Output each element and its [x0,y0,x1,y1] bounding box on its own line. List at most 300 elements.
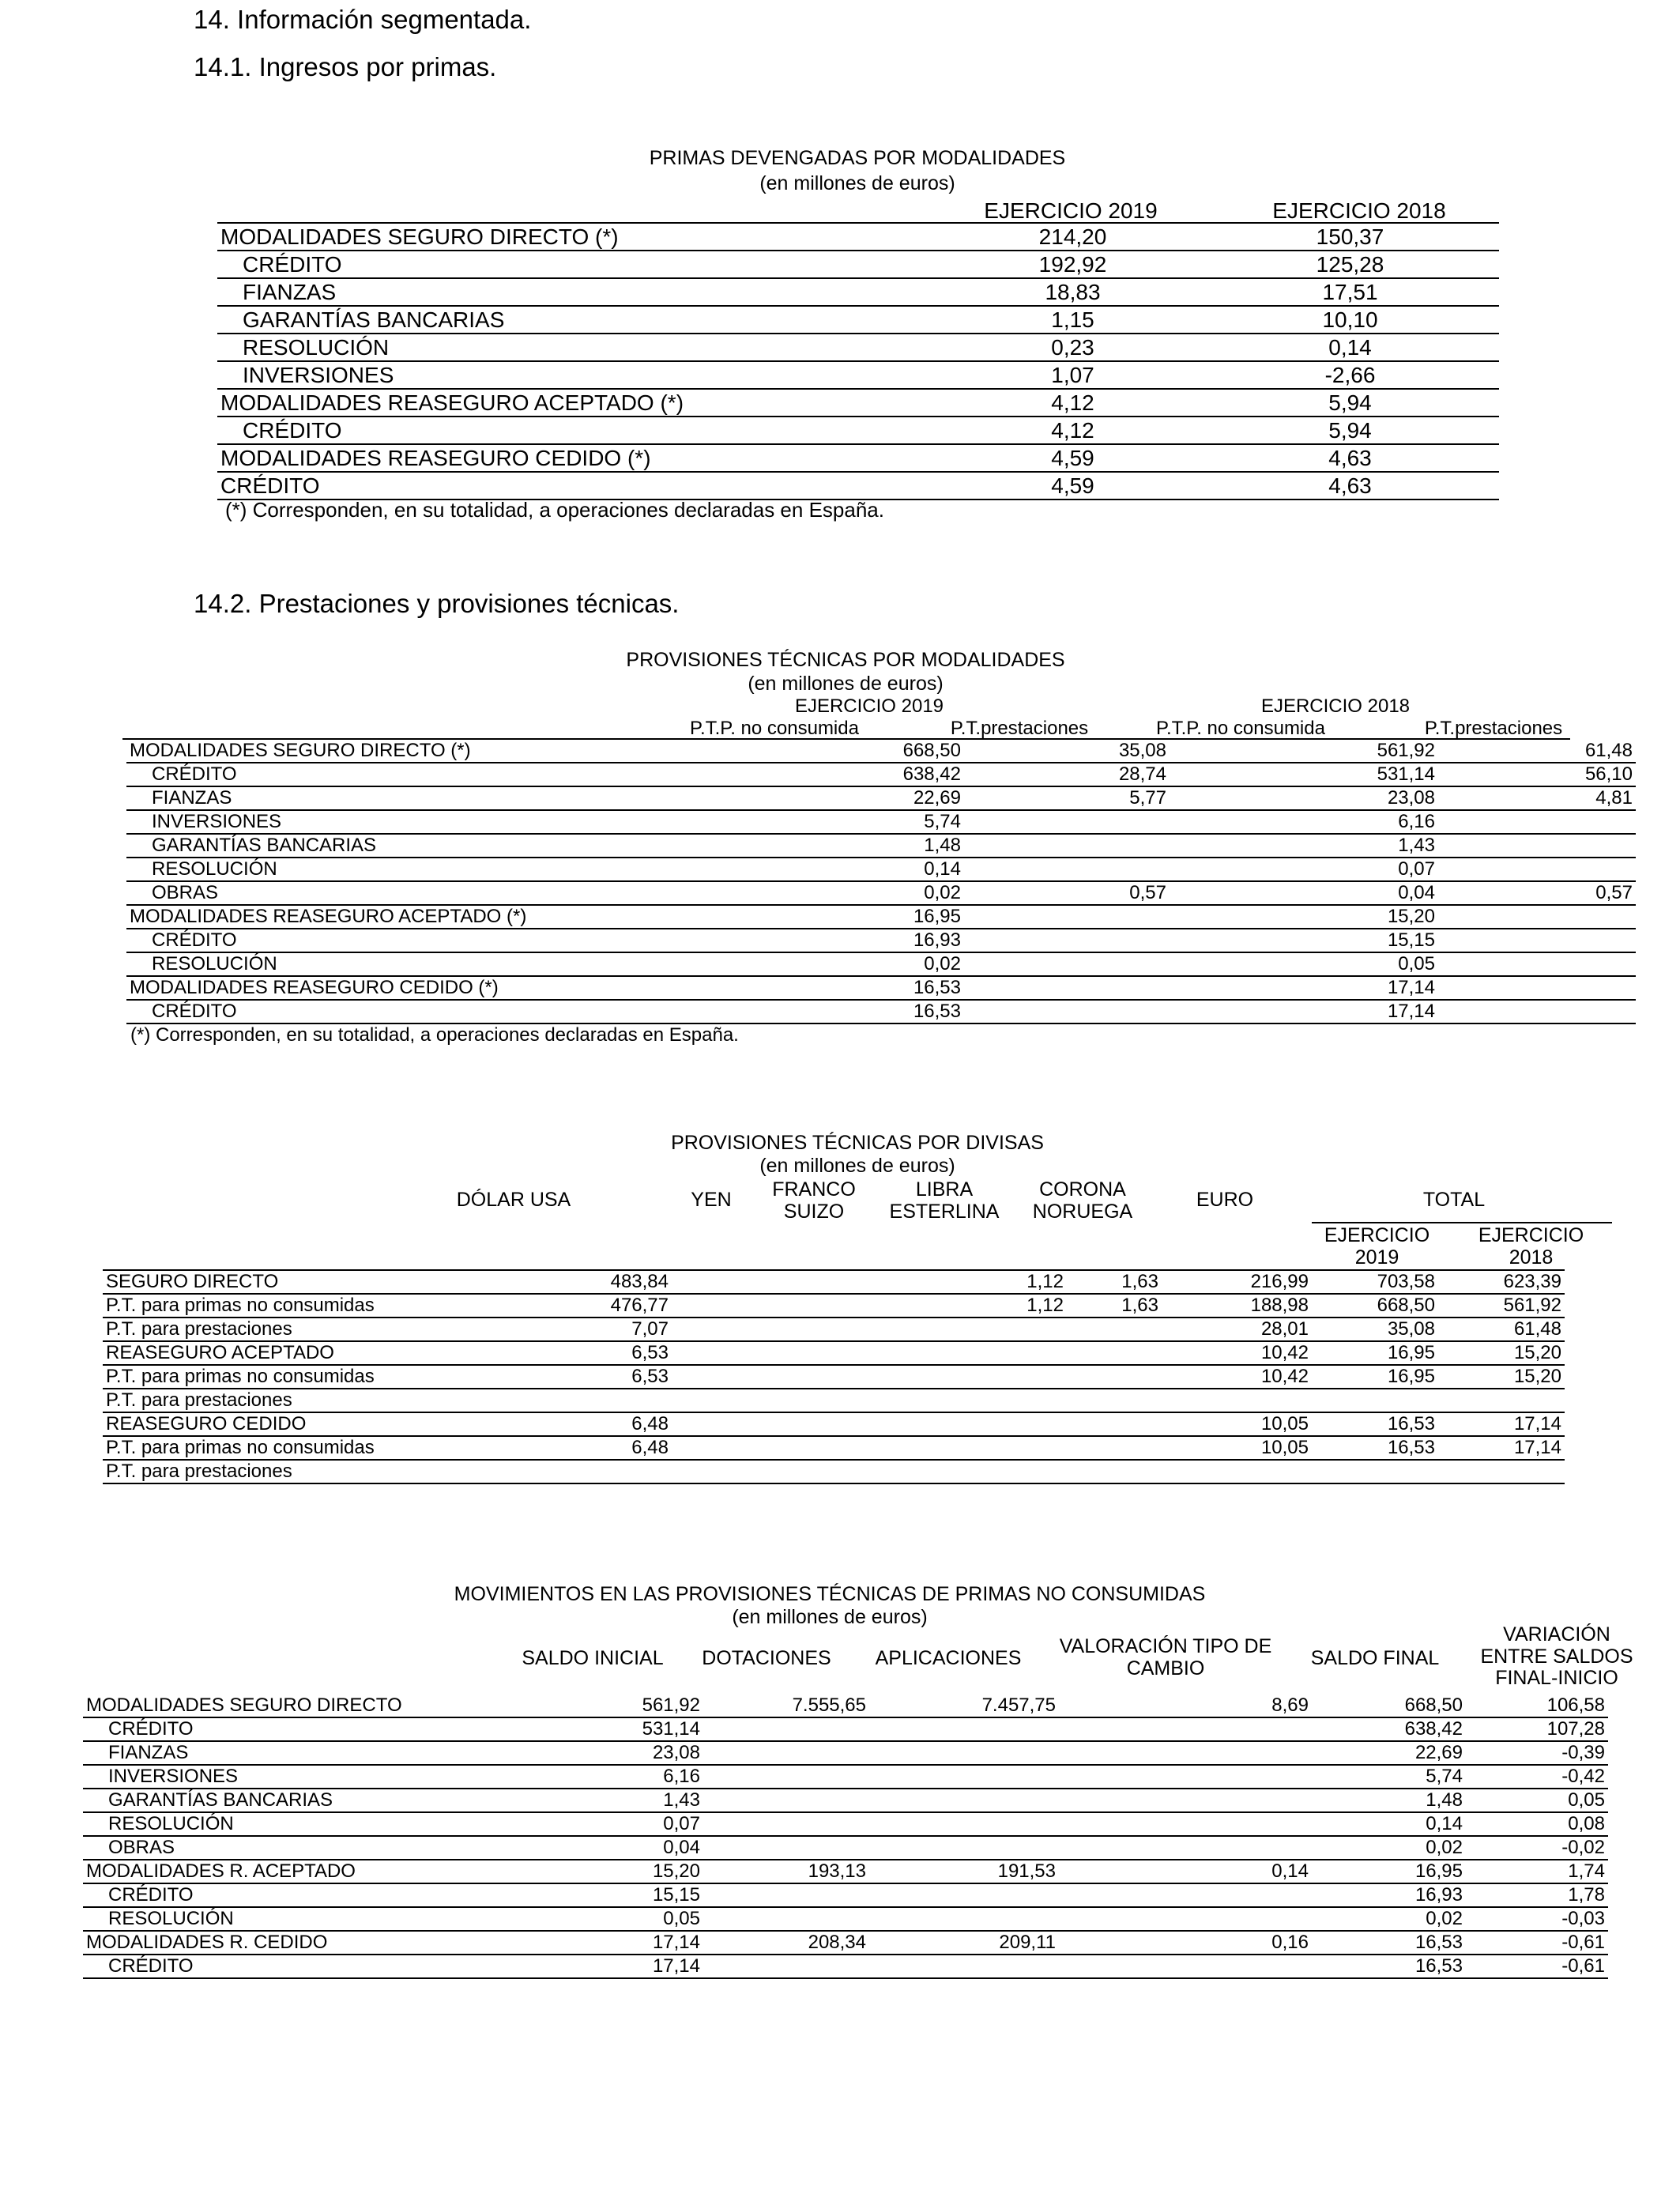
row-label: MODALIDADES REASEGURO ACEPTADO (*) [126,905,680,929]
value-2019: 18,83 [944,278,1201,306]
variacion: 1,74 [1466,1860,1608,1883]
total-2018: 623,39 [1438,1271,1565,1294]
total-2019 [1312,1460,1438,1483]
aplicaciones [869,1907,1059,1931]
section-heading-14-2: 14.2. Prestaciones y provisiones técnicas. [194,589,680,618]
row-label: INVERSIONES [217,361,944,389]
total-2019: 35,08 [1312,1318,1438,1341]
ptpres-2019 [964,858,1170,881]
franco-value [767,1412,861,1436]
row-label: CRÉDITO [83,1883,529,1907]
ptpres-2018: 0,57 [1438,881,1636,905]
libra-value [861,1389,1067,1412]
ptp-2019: 16,93 [680,929,964,952]
divisas-header-euro: EURO [1196,1189,1254,1211]
ptpres-2019 [964,952,1170,976]
movimientos-row [83,1812,1608,1836]
divisas-header-ej2019: EJERCICIO 2019 [1324,1224,1430,1269]
aplicaciones [869,1883,1059,1907]
total-2019: 16,95 [1312,1341,1438,1365]
yen-value [672,1436,767,1460]
row-label: MODALIDADES SEGURO DIRECTO (*) [217,224,944,251]
provisiones-row [126,740,1636,763]
franco-value [767,1271,861,1294]
saldo-inicial: 6,16 [529,1765,703,1789]
dolar-value: 6,53 [443,1341,672,1365]
row-label: P.T. para primas no consumidas [103,1294,443,1318]
provisiones-ptp-2019: P.T.P. no consumida [690,718,859,739]
primas-row [217,334,1499,361]
ptp-2019: 22,69 [680,786,964,810]
row-label: MODALIDADES REASEGURO ACEPTADO (*) [217,389,944,417]
aplicaciones [869,1741,1059,1765]
franco-value [767,1341,861,1365]
provisiones-row [126,952,1636,976]
euro-value: 10,42 [1162,1341,1312,1365]
libra-value [861,1365,1067,1389]
corona-value: 1,63 [1067,1271,1162,1294]
value-2018: 5,94 [1201,417,1499,444]
ptp-2019: 16,53 [680,1000,964,1023]
movimientos-row [83,1955,1608,1978]
ptp-2018: 0,04 [1170,881,1438,905]
divisas-total-rule [1312,1222,1612,1223]
divisas-row [103,1271,1565,1294]
ptp-2019: 0,02 [680,881,964,905]
valoracion: 0,16 [1059,1931,1312,1955]
dotaciones [703,1789,869,1812]
row-label: P.T. para primas no consumidas [103,1436,443,1460]
ptp-2019: 638,42 [680,763,964,786]
movimientos-row [83,1883,1608,1907]
primas-row [217,251,1499,278]
ptpres-2019 [964,810,1170,834]
total-2018 [1438,1460,1565,1483]
corona-value [1067,1389,1162,1412]
euro-value [1162,1460,1312,1483]
provisiones-ptpres-2018: P.T.prestaciones [1424,718,1563,739]
value-2018: 125,28 [1201,251,1499,278]
valoracion [1059,1907,1312,1931]
value-2018: 4,63 [1201,444,1499,472]
ptpres-2018 [1438,834,1636,858]
divisas-row [103,1294,1565,1318]
divisas-header-dolar: DÓLAR USA [456,1189,571,1211]
row-label: GARANTÍAS BANCARIAS [126,834,680,858]
saldo-inicial: 17,14 [529,1931,703,1955]
provisiones-ej2018: EJERCICIO 2018 [1260,696,1411,717]
total-2019: 16,95 [1312,1365,1438,1389]
value-2018: 10,10 [1201,306,1499,334]
movimientos-row [83,1765,1608,1789]
divisas-header-ej2018: EJERCICIO 2018 [1478,1224,1584,1269]
ptp-2018: 561,92 [1170,740,1438,763]
row-label: FIANZAS [83,1741,529,1765]
primas-title: PRIMAS DEVENGADAS POR MODALIDADES [649,147,1066,169]
provisiones-row [126,976,1636,1000]
variacion: -0,61 [1466,1955,1608,1978]
aplicaciones [869,1765,1059,1789]
ptp-2018: 23,08 [1170,786,1438,810]
row-label: GARANTÍAS BANCARIAS [83,1789,529,1812]
divisas-subtitle: (en millones de euros) [759,1155,955,1177]
aplicaciones [869,1789,1059,1812]
yen-value [672,1389,767,1412]
saldo-final: 16,53 [1312,1955,1466,1978]
section-heading-14: 14. Información segmentada. [194,5,532,34]
ptpres-2018 [1438,905,1636,929]
provisiones-row [126,881,1636,905]
ptp-2019: 0,02 [680,952,964,976]
primas-col-2018: EJERCICIO 2018 [1272,198,1446,223]
dotaciones [703,1765,869,1789]
ptpres-2018: 4,81 [1438,786,1636,810]
euro-value: 216,99 [1162,1271,1312,1294]
euro-value: 10,42 [1162,1365,1312,1389]
total-2018: 15,20 [1438,1365,1565,1389]
divisas-row [103,1341,1565,1365]
row-label: MODALIDADES SEGURO DIRECTO (*) [126,740,680,763]
valoracion [1059,1883,1312,1907]
provisiones-ej2019: EJERCICIO 2019 [794,696,944,717]
ptp-2018: 17,14 [1170,976,1438,1000]
saldo-inicial: 15,20 [529,1860,703,1883]
aplicaciones [869,1717,1059,1741]
ptpres-2019: 35,08 [964,740,1170,763]
libra-value [861,1412,1067,1436]
franco-value [767,1436,861,1460]
primas-row [217,444,1499,472]
ptp-2018: 0,07 [1170,858,1438,881]
row-label: OBRAS [83,1836,529,1860]
ptp-2018: 17,14 [1170,1000,1438,1023]
franco-value [767,1294,861,1318]
saldo-final: 16,93 [1312,1883,1466,1907]
value-2019: 0,23 [944,334,1201,361]
ptpres-2018 [1438,810,1636,834]
valoracion [1059,1955,1312,1978]
ptp-2019: 1,48 [680,834,964,858]
row-label: CRÉDITO [126,763,680,786]
valoracion [1059,1836,1312,1860]
row-label: MODALIDADES SEGURO DIRECTO [83,1695,529,1717]
yen-value [672,1365,767,1389]
dolar-value: 6,48 [443,1436,672,1460]
aplicaciones [869,1955,1059,1978]
divisas-header-total: TOTAL [1422,1189,1486,1211]
provisiones-subtitle: (en millones de euros) [748,673,944,695]
movimientos-row [83,1931,1608,1955]
provisiones-note: (*) Corresponden, en su totalidad, a operaciones declaradas en España. [130,1024,739,1046]
row-label: RESOLUCIÓN [83,1907,529,1931]
divisas-header-franco: FRANCO SUIZO [772,1178,856,1223]
section-heading-14-1: 14.1. Ingresos por primas. [194,52,497,81]
row-label: CRÉDITO [126,1000,680,1023]
saldo-final: 16,53 [1312,1931,1466,1955]
euro-value: 188,98 [1162,1294,1312,1318]
dolar-value [443,1460,672,1483]
movimientos-header-variacion: VARIACIÓN ENTRE SALDOS FINAL-INICIO [1480,1623,1633,1689]
row-label: MODALIDADES REASEGURO CEDIDO (*) [217,444,944,472]
ptp-2018: 0,05 [1170,952,1438,976]
yen-value [672,1318,767,1341]
row-label: RESOLUCIÓN [83,1812,529,1836]
valoracion: 0,14 [1059,1860,1312,1883]
provisiones-ptp-2018: P.T.P. no consumida [1156,718,1325,739]
primas-col-2019: EJERCICIO 2019 [984,198,1158,223]
saldo-final: 638,42 [1312,1717,1466,1741]
provisiones-row [126,763,1636,786]
saldo-final: 22,69 [1312,1741,1466,1765]
total-2018: 15,20 [1438,1341,1565,1365]
movimientos-header-dotaciones: DOTACIONES [702,1647,831,1669]
dolar-value [443,1389,672,1412]
value-2018: 5,94 [1201,389,1499,417]
value-2019: 1,07 [944,361,1201,389]
corona-value [1067,1436,1162,1460]
row-label: INVERSIONES [126,810,680,834]
value-2018: -2,66 [1201,361,1499,389]
provisiones-row [126,905,1636,929]
row-label: RESOLUCIÓN [126,858,680,881]
euro-value [1162,1389,1312,1412]
saldo-inicial: 23,08 [529,1741,703,1765]
total-2019: 703,58 [1312,1271,1438,1294]
valoracion [1059,1812,1312,1836]
saldo-inicial: 17,14 [529,1955,703,1978]
dolar-value: 6,48 [443,1412,672,1436]
ptp-2019: 668,50 [680,740,964,763]
provisiones-row [126,810,1636,834]
total-2018 [1438,1389,1565,1412]
primas-note: (*) Corresponden, en su totalidad, a operaciones declaradas en España. [225,498,884,522]
provisiones-row [126,858,1636,881]
movimientos-row [83,1836,1608,1860]
value-2018: 17,51 [1201,278,1499,306]
primas-subtitle: (en millones de euros) [759,172,955,194]
primas-table [217,224,1499,500]
movimientos-header-valoracion: VALORACIÓN TIPO DE CAMBIO [1059,1635,1272,1679]
corona-value [1067,1341,1162,1365]
dolar-value: 6,53 [443,1365,672,1389]
provisiones-ptpres-2019: P.T.prestaciones [950,718,1089,739]
dolar-value: 7,07 [443,1318,672,1341]
row-label: REASEGURO ACEPTADO [103,1341,443,1365]
variacion: 0,08 [1466,1812,1608,1836]
row-label: SEGURO DIRECTO [103,1271,443,1294]
dotaciones [703,1836,869,1860]
variacion: -0,03 [1466,1907,1608,1931]
movimientos-row [83,1717,1608,1741]
ptp-2018: 6,16 [1170,810,1438,834]
divisas-header-corona: CORONA NORUEGA [1032,1178,1133,1223]
value-2019: 4,59 [944,472,1201,499]
movimientos-header-aplicaciones: APLICACIONES [875,1647,1022,1669]
row-label: MODALIDADES REASEGURO CEDIDO (*) [126,976,680,1000]
value-2019: 4,12 [944,417,1201,444]
franco-value [767,1460,861,1483]
saldo-final: 16,95 [1312,1860,1466,1883]
primas-row [217,361,1499,389]
saldo-inicial: 1,43 [529,1789,703,1812]
dotaciones [703,1907,869,1931]
provisiones-title: PROVISIONES TÉCNICAS POR MODALIDADES [626,649,1065,671]
movimientos-row [83,1860,1608,1883]
libra-value: 1,12 [861,1294,1067,1318]
divisas-table [103,1271,1565,1484]
movimientos-row [83,1789,1608,1812]
row-label: MODALIDADES R. CEDIDO [83,1931,529,1955]
row-label: CRÉDITO [217,472,944,499]
value-2019: 192,92 [944,251,1201,278]
row-label: CRÉDITO [126,929,680,952]
euro-value: 28,01 [1162,1318,1312,1341]
corona-value [1067,1318,1162,1341]
dotaciones [703,1741,869,1765]
total-2019 [1312,1389,1438,1412]
row-label: GARANTÍAS BANCARIAS [217,306,944,334]
row-label: CRÉDITO [83,1717,529,1741]
row-label: REASEGURO CEDIDO [103,1412,443,1436]
divisas-header-libra: LIBRA ESTERLINA [889,1178,1000,1223]
primas-row [217,472,1499,499]
aplicaciones: 209,11 [869,1931,1059,1955]
divisas-row [103,1389,1565,1412]
dotaciones: 193,13 [703,1860,869,1883]
value-2019: 4,59 [944,444,1201,472]
franco-value [767,1318,861,1341]
saldo-inicial: 561,92 [529,1695,703,1717]
franco-value [767,1389,861,1412]
saldo-inicial: 15,15 [529,1883,703,1907]
ptpres-2019: 28,74 [964,763,1170,786]
euro-value: 10,05 [1162,1436,1312,1460]
aplicaciones: 7.457,75 [869,1695,1059,1717]
primas-row [217,224,1499,251]
valoracion [1059,1789,1312,1812]
yen-value [672,1271,767,1294]
row-label: CRÉDITO [217,417,944,444]
movimientos-header-saldo-final: SALDO FINAL [1310,1647,1440,1669]
libra-value: 1,12 [861,1271,1067,1294]
row-label: RESOLUCIÓN [217,334,944,361]
ptp-2018: 1,43 [1170,834,1438,858]
valoracion [1059,1765,1312,1789]
ptpres-2018 [1438,952,1636,976]
yen-value [672,1412,767,1436]
provisiones-row [126,786,1636,810]
corona-value: 1,63 [1067,1294,1162,1318]
franco-value [767,1365,861,1389]
movimientos-row [83,1907,1608,1931]
valoracion: 8,69 [1059,1695,1312,1717]
dotaciones [703,1883,869,1907]
euro-value: 10,05 [1162,1412,1312,1436]
ptp-2018: 15,15 [1170,929,1438,952]
saldo-final: 0,14 [1312,1812,1466,1836]
dotaciones: 7.555,65 [703,1695,869,1717]
dotaciones [703,1955,869,1978]
row-label: FIANZAS [126,786,680,810]
yen-value [672,1460,767,1483]
total-2018: 17,14 [1438,1436,1565,1460]
row-label: FIANZAS [217,278,944,306]
total-2018: 61,48 [1438,1318,1565,1341]
variacion: -0,42 [1466,1765,1608,1789]
row-label: CRÉDITO [83,1955,529,1978]
valoracion [1059,1741,1312,1765]
row-label: P.T. para prestaciones [103,1389,443,1412]
dolar-value: 483,84 [443,1271,672,1294]
ptpres-2019 [964,1000,1170,1023]
primas-row [217,417,1499,444]
ptpres-2018: 56,10 [1438,763,1636,786]
corona-value [1067,1412,1162,1436]
saldo-final: 1,48 [1312,1789,1466,1812]
ptp-2019: 16,53 [680,976,964,1000]
divisas-row [103,1365,1565,1389]
row-label: INVERSIONES [83,1765,529,1789]
provisiones-row [126,1000,1636,1023]
ptpres-2019 [964,929,1170,952]
value-2019: 214,20 [944,224,1201,251]
divisas-row [103,1412,1565,1436]
ptp-2019: 5,74 [680,810,964,834]
value-2018: 4,63 [1201,472,1499,499]
yen-value [672,1294,767,1318]
ptpres-2019: 5,77 [964,786,1170,810]
divisas-row [103,1460,1565,1483]
libra-value [861,1436,1067,1460]
row-label: P.T. para prestaciones [103,1318,443,1341]
movimientos-row [83,1695,1608,1717]
divisas-header-yen: YEN [691,1189,732,1211]
divisas-row [103,1318,1565,1341]
movimientos-row [83,1741,1608,1765]
variacion: 1,78 [1466,1883,1608,1907]
total-2018: 17,14 [1438,1412,1565,1436]
primas-row [217,389,1499,417]
primas-row [217,278,1499,306]
provisiones-table [126,740,1636,1024]
row-label: OBRAS [126,881,680,905]
ptp-2019: 0,14 [680,858,964,881]
ptpres-2018 [1438,858,1636,881]
movimientos-subtitle: (en millones de euros) [732,1606,928,1628]
value-2018: 150,37 [1201,224,1499,251]
variacion: 106,58 [1466,1695,1608,1717]
value-2018: 0,14 [1201,334,1499,361]
value-2019: 4,12 [944,389,1201,417]
movimientos-header-saldo-inicial: SALDO INICIAL [522,1647,664,1669]
provisiones-row [126,929,1636,952]
primas-row [217,306,1499,334]
libra-value [861,1460,1067,1483]
row-label: MODALIDADES R. ACEPTADO [83,1860,529,1883]
dotaciones [703,1812,869,1836]
ptpres-2019: 0,57 [964,881,1170,905]
valoracion [1059,1717,1312,1741]
variacion: -0,02 [1466,1836,1608,1860]
libra-value [861,1341,1067,1365]
libra-value [861,1318,1067,1341]
aplicaciones [869,1812,1059,1836]
ptpres-2018: 61,48 [1438,740,1636,763]
movimientos-table [83,1695,1608,1979]
ptpres-2019 [964,905,1170,929]
corona-value [1067,1365,1162,1389]
total-2019: 16,53 [1312,1436,1438,1460]
